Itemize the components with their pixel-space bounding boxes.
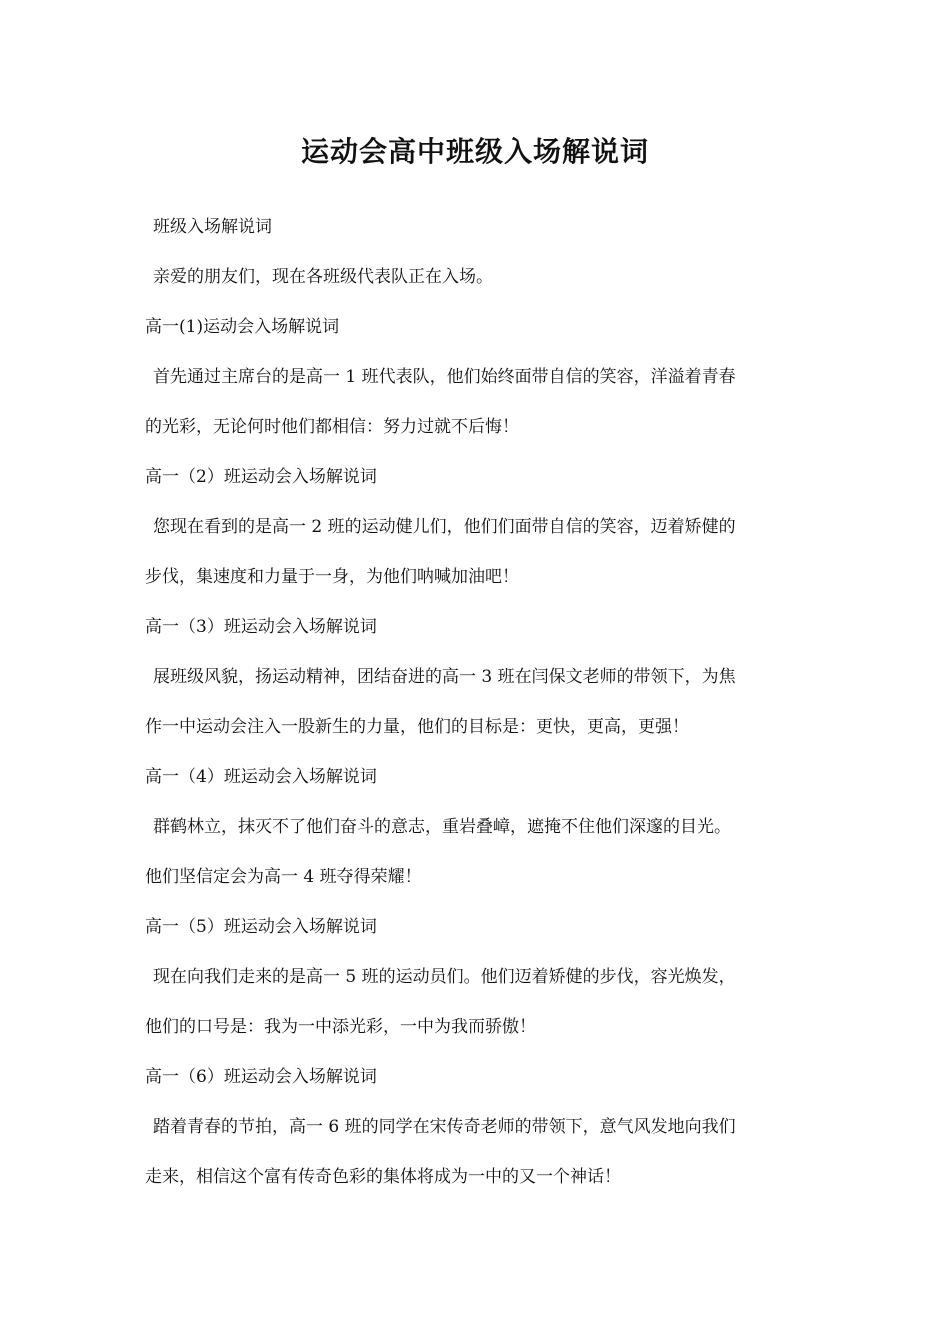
section-heading: 高一（5）班运动会入场解说词 bbox=[145, 917, 377, 937]
paragraph-line: 您现在看到的是高一 2 班的运动健儿们，他们们面带自信的笑容，迈着矫健的 bbox=[153, 517, 736, 537]
paragraph-line: 走来，相信这个富有传奇色彩的集体将成为一中的又一个神话！ bbox=[145, 1167, 621, 1187]
paragraph-line: 群鹤林立，抹灭不了他们奋斗的意志，重岩叠嶂，遮掩不住他们深邃的目光。 bbox=[153, 817, 731, 837]
paragraph-line: 班级入场解说词 bbox=[153, 217, 272, 237]
paragraph-line: 的光彩，无论何时他们都相信：努力过就不后悔！ bbox=[145, 417, 519, 437]
paragraph-line: 亲爱的朋友们，现在各班级代表队正在入场。 bbox=[153, 267, 493, 287]
paragraph-line: 他们的口号是：我为一中添光彩，一中为我而骄傲！ bbox=[145, 1017, 536, 1037]
paragraph-line: 展班级风貌，扬运动精神，团结奋进的高一 3 班在闫保文老师的带领下，为焦 bbox=[153, 667, 736, 687]
paragraph-line: 踏着青春的节拍，高一 6 班的同学在宋传奇老师的带领下，意气风发地向我们 bbox=[153, 1117, 736, 1137]
paragraph-line: 他们坚信定会为高一 4 班夺得荣耀！ bbox=[145, 867, 422, 887]
paragraph-line: 首先通过主席台的是高一 1 班代表队，他们始终面带自信的笑容，洋溢着青春 bbox=[153, 367, 736, 387]
document-body bbox=[145, 202, 807, 1202]
paragraph-line: 现在向我们走来的是高一 5 班的运动员们。他们迈着矫健的步伐，容光焕发， bbox=[153, 967, 736, 987]
section-heading: 高一(1)运动会入场解说词 bbox=[145, 317, 340, 337]
section-heading: 高一（3）班运动会入场解说词 bbox=[145, 617, 377, 637]
section-heading: 高一（4）班运动会入场解说词 bbox=[145, 767, 377, 787]
paragraph-line: 步伐，集速度和力量于一身，为他们呐喊加油吧！ bbox=[145, 567, 519, 587]
section-heading: 高一（2）班运动会入场解说词 bbox=[145, 467, 377, 487]
section-heading: 高一（6）班运动会入场解说词 bbox=[145, 1067, 377, 1087]
paragraph-line: 作一中运动会注入一股新生的力量，他们的目标是：更快，更高，更强！ bbox=[145, 717, 689, 737]
document-title: 运动会高中班级入场解说词 bbox=[300, 135, 649, 168]
